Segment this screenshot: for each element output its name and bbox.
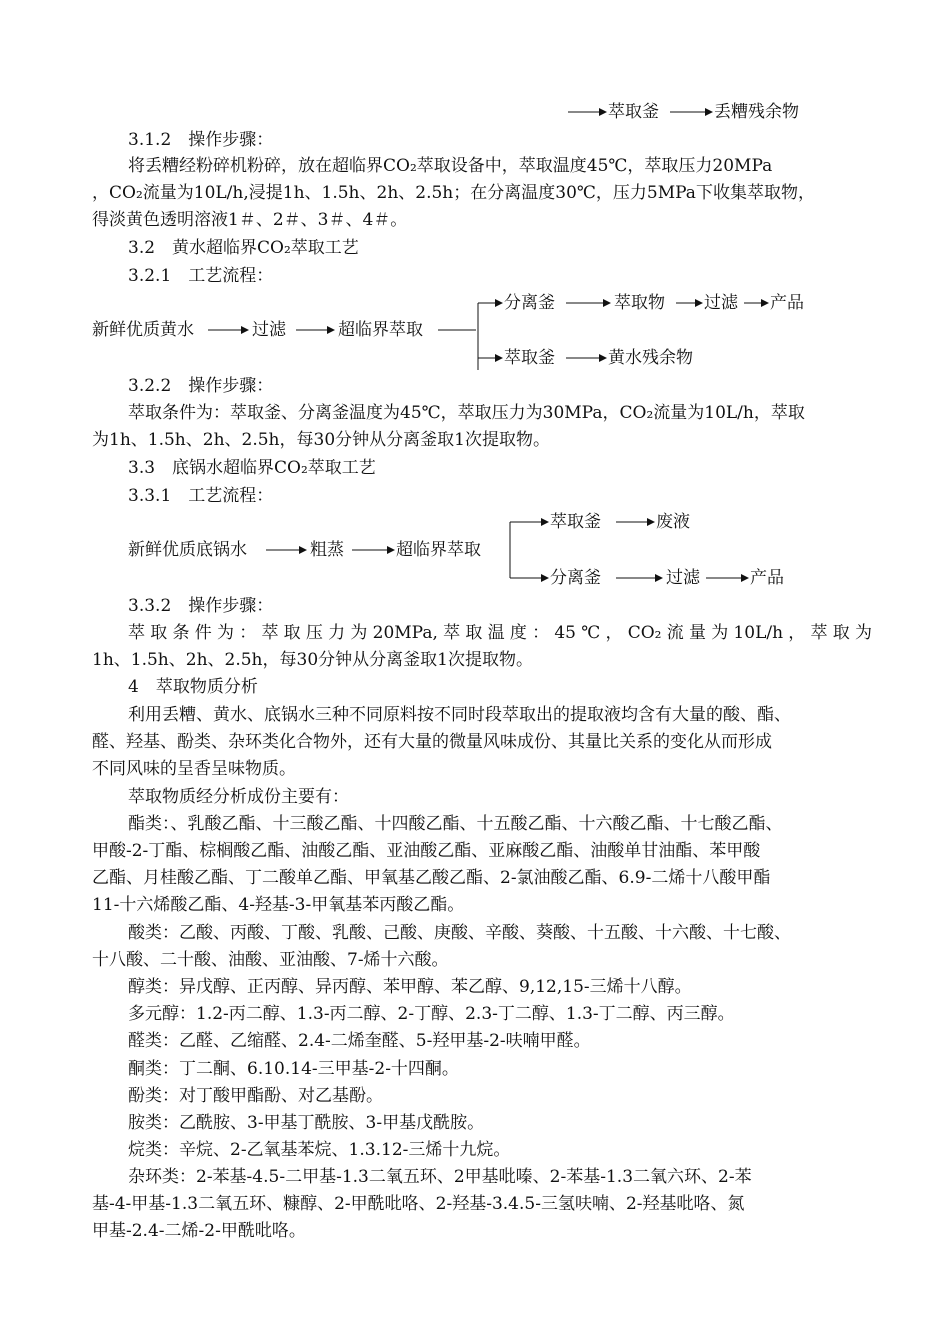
flow-node: 过滤 — [666, 568, 700, 588]
compound-list-line: 十八酸、二十酸、油酸、亚油酸、7-烯十六酸。 — [92, 950, 449, 970]
compound-list-line: 基-4-甲基-1.3二氧五环、糠醇、2-甲酰吡咯、2-羟基-3.4.5-三氢呋喃、2-羟基吡咯、氮 — [92, 1194, 745, 1214]
flow-node: 超临界萃取 — [338, 320, 423, 340]
compound-list-line: 多元醇：1.2-丙二醇、1.3-丙二醇、2-丁醇、2.3-丁二醇、1.3-丁二醇、丙三醇。 — [128, 1004, 735, 1024]
compound-list-line: 乙酯、月桂酸乙酯、丁二酸单乙酯、甲氧基乙酸乙酯、2-氯油酸乙酯、6.9-二烯十八酸甲酯 — [92, 868, 771, 888]
flow-node: 过滤 — [252, 320, 286, 340]
paragraph-line: 1h、1.5h、2h、2.5h，每30分钟从分离釜取1次提取物。 — [92, 650, 533, 670]
flow-node: 萃取釜 — [550, 512, 601, 532]
flow-node: 丢糟残余物 — [714, 102, 799, 122]
paragraph-line: 将丢糟经粉碎机粉碎，放在超临界CO₂萃取设备中，萃取温度45℃，萃取压力20MPa — [128, 156, 773, 176]
flow-node: 新鲜优质黄水 — [92, 320, 194, 340]
flow-node: 黄水残余物 — [608, 348, 693, 368]
flow-node: 粗蒸 — [310, 540, 344, 560]
paragraph-line: 萃取物质经分析成份主要有： — [128, 787, 349, 807]
paragraph-line: 得淡黄色透明溶液1＃、2＃、3＃、4＃。 — [92, 210, 408, 230]
section-heading: 3.3.2 操作步骤： — [128, 596, 274, 616]
compound-list-line: 酚类：对丁酸甲酯酚、对乙基酚。 — [128, 1086, 383, 1106]
compound-list-line: 甲基-2.4-二烯-2-甲酰吡咯。 — [92, 1221, 306, 1241]
compound-list-line: 杂环类：2-苯基-4.5-二甲基-1.3二氧五环、2甲基吡嗪、2-苯基-1.3二氧六环、2-苯 — [128, 1167, 752, 1187]
section-heading: 3.1.2 操作步骤： — [128, 130, 274, 150]
section-heading: 4 萃取物质分析 — [128, 677, 258, 697]
flow-node: 超临界萃取 — [396, 540, 481, 560]
section-heading: 3.3.1 工艺流程： — [128, 486, 274, 506]
section-heading: 3.3 底锅水超临界CO₂萃取工艺 — [128, 458, 376, 478]
section-heading: 3.2.1 工艺流程： — [128, 266, 274, 286]
flow-node: 分离釜 — [504, 293, 555, 313]
flow-node: 新鲜优质底锅水 — [128, 540, 247, 560]
compound-list-line: 醇类：异戊醇、正丙醇、异丙醇、苯甲醇、苯乙醇、9,12,15-三烯十八醇。 — [128, 977, 692, 997]
compound-list-line: 酸类：乙酸、丙酸、丁酸、乳酸、己酸、庚酸、辛酸、葵酸、十五酸、十六酸、十七酸、 — [128, 923, 791, 943]
flow-node: 萃取物 — [614, 293, 665, 313]
compound-list-line: 烷类：辛烷、2-乙氧基苯烷、1.3.12-三烯十九烷。 — [128, 1140, 511, 1160]
compound-list-line: 11-十六烯酸乙酯、4-羟基-3-甲氧基苯丙酸乙酯。 — [92, 895, 465, 915]
flow-node: 产品 — [750, 568, 784, 588]
flow-node: 废液 — [656, 512, 690, 532]
flow-node: 萃取釜 — [608, 102, 659, 122]
flow-node: 过滤 — [704, 293, 738, 313]
paragraph-line: 不同风味的呈香呈味物质。 — [92, 759, 296, 779]
compound-list-line: 酮类：丁二酮、6.10.14-三甲基-2-十四酮。 — [128, 1059, 459, 1079]
paragraph-line: 萃取条件为：萃取压力为20MPa,萃取温度：45℃，CO₂流量为10L/h，萃取为 — [128, 623, 872, 643]
flow-node: 萃取釜 — [504, 348, 555, 368]
compound-list-line: 醛类：乙醛、乙缩醛、2.4-二烯奎醛、5-羟甲基-2-呋喃甲醛。 — [128, 1031, 591, 1051]
paragraph-line: 利用丢糟、黄水、底锅水三种不同原料按不同时段萃取出的提取液均含有大量的酸、酯、 — [128, 705, 791, 725]
section-heading: 3.2 黄水超临界CO₂萃取工艺 — [128, 238, 359, 258]
flow-node: 产品 — [770, 293, 804, 313]
flow-node: 分离釜 — [550, 568, 601, 588]
paragraph-line: ，CO₂流量为10L/h,浸提1h、1.5h、2h、2.5h；在分离温度30℃，压力5MPa下收集萃取物， — [92, 183, 815, 203]
compound-list-line: 酯类：、乳酸乙酯、十三酸乙酯、十四酸乙酯、十五酸乙酯、十六酸乙酯、十七酸乙酯、 — [128, 814, 783, 834]
compound-list-line: 甲酸-2-丁酯、棕榈酸乙酯、油酸乙酯、亚油酸乙酯、亚麻酸乙酯、油酸单甘油酯、苯甲酸 — [92, 841, 761, 861]
compound-list-line: 胺类：乙酰胺、3-甲基丁酰胺、3-甲基戊酰胺。 — [128, 1113, 485, 1133]
paragraph-line: 醛、羟基、酚类、杂环类化合物外，还有大量的微量风味成份、其量比关系的变化从而形成 — [92, 732, 772, 752]
paragraph-line: 为1h、1.5h、2h、2.5h，每30分钟从分离釜取1次提取物。 — [92, 430, 550, 450]
section-heading: 3.2.2 操作步骤： — [128, 376, 274, 396]
paragraph-line: 萃取条件为：萃取釜、分离釜温度为45℃，萃取压力为30MPa，CO₂流量为10L/h，萃取 — [128, 403, 805, 423]
